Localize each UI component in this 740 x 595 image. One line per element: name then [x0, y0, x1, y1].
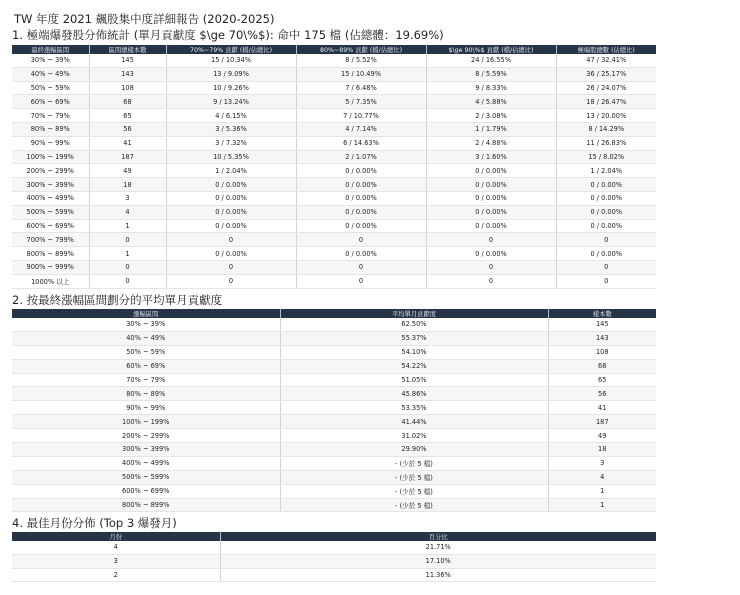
table-cell: 400% ~ 499%: [12, 456, 280, 470]
table-row: [12, 274, 656, 288]
table-cell: 187: [548, 415, 656, 429]
table-cell: 30% ~ 39%: [12, 318, 280, 331]
table-cell: 145: [548, 318, 656, 331]
column-header: 區間總樣本數: [89, 45, 166, 54]
table-cell: 9 / 13.24%: [166, 95, 296, 109]
table-cell: 21.71%: [220, 541, 656, 554]
table-cell: 60% ~ 69%: [12, 95, 89, 109]
table-row: [12, 54, 656, 67]
table-cell: 41.44%: [280, 415, 548, 429]
best-month-distribution-table: [12, 532, 656, 582]
table-cell: 2 / 4.88%: [426, 136, 556, 150]
table-cell: 65: [548, 373, 656, 387]
table-cell: 0: [426, 233, 556, 247]
column-header: 70%~79% 貢獻 (檔/佔總比): [166, 45, 296, 54]
table-row: [12, 178, 656, 192]
table-cell: 0 / 0.00%: [296, 247, 426, 261]
table-cell: 0: [556, 274, 656, 288]
table-cell: 9 / 8.33%: [426, 81, 556, 95]
table-cell: 700% ~ 799%: [12, 233, 89, 247]
table-cell: 0: [296, 274, 426, 288]
table-cell: 53.35%: [280, 401, 548, 415]
column-header: 百分比: [220, 532, 656, 541]
table-cell: 40% ~ 49%: [12, 331, 280, 345]
table-cell: 3 / 1.60%: [426, 150, 556, 164]
table-cell: 0 / 0.00%: [296, 205, 426, 219]
table-cell: 108: [548, 345, 656, 359]
table-cell: 0 / 0.00%: [166, 191, 296, 205]
table-cell: 0: [296, 260, 426, 274]
table-cell: 500% ~ 599%: [12, 470, 280, 484]
table-cell: 4: [548, 470, 656, 484]
table-cell: 800% ~ 899%: [12, 498, 280, 512]
table-cell: 4 / 5.88%: [426, 95, 556, 109]
table-row: [12, 470, 656, 484]
table-cell: 49: [89, 164, 166, 178]
table-row: [12, 554, 656, 568]
table-cell: 300% ~ 399%: [12, 178, 89, 192]
table-cell: 1 / 1.79%: [426, 122, 556, 136]
table-cell: 40% ~ 49%: [12, 67, 89, 81]
table-cell: 0 / 0.00%: [556, 178, 656, 192]
table-cell: 600% ~ 699%: [12, 484, 280, 498]
table-cell: 6 / 14.63%: [296, 136, 426, 150]
table-row: [12, 484, 656, 498]
table-cell: 45.86%: [280, 387, 548, 401]
table-cell: 15 / 10.34%: [166, 54, 296, 67]
table-cell: 8 / 5.52%: [296, 54, 426, 67]
column-header: 極端股總數 (佔總比): [556, 45, 656, 54]
table-cell: 41: [89, 136, 166, 150]
table-cell: 187: [89, 150, 166, 164]
section-1-title: 1. 極端爆發股分佈統計 (單月貢獻度 $\ge 70\%$): 命中 175 檔 (佔總體：19.69%): [12, 28, 444, 42]
table-cell: 4: [12, 541, 220, 554]
table-cell: 145: [89, 54, 166, 67]
column-header: 月份: [12, 532, 220, 541]
table-cell: 0: [556, 260, 656, 274]
table-cell: 600% ~ 699%: [12, 219, 89, 233]
table-cell: 143: [89, 67, 166, 81]
column-header: 最終漲幅區間: [12, 45, 89, 54]
table-cell: 51.05%: [280, 373, 548, 387]
table-cell: 0 / 0.00%: [166, 247, 296, 261]
table-cell: - (少於 5 檔): [280, 470, 548, 484]
table-cell: 80% ~ 89%: [12, 122, 89, 136]
table-cell: 0 / 0.00%: [166, 178, 296, 192]
table-cell: 13 / 20.00%: [556, 109, 656, 123]
table-cell: 1: [548, 484, 656, 498]
table-row: [12, 233, 656, 247]
table-cell: 70% ~ 79%: [12, 109, 89, 123]
table-row: [12, 219, 656, 233]
table-cell: 54.22%: [280, 359, 548, 373]
column-header: $\ge 90\%$ 貢獻 (檔/佔總比): [426, 45, 556, 54]
table-cell: 0: [89, 233, 166, 247]
table-cell: 0 / 0.00%: [556, 247, 656, 261]
table-cell: 0: [166, 274, 296, 288]
column-header: 平均單月貢獻度: [280, 309, 548, 318]
table-cell: 500% ~ 599%: [12, 205, 89, 219]
table-row: [12, 122, 656, 136]
table-cell: 800% ~ 899%: [12, 247, 89, 261]
table-cell: 0 / 0.00%: [296, 219, 426, 233]
table-cell: 55.37%: [280, 331, 548, 345]
table-cell: 0: [89, 274, 166, 288]
table-cell: 2 / 3.08%: [426, 109, 556, 123]
table-row: [12, 443, 656, 457]
table-cell: 29.90%: [280, 443, 548, 457]
table-cell: 3: [12, 554, 220, 568]
table-cell: 68: [548, 359, 656, 373]
table-cell: - (少於 5 檔): [280, 484, 548, 498]
table-cell: 90% ~ 99%: [12, 136, 89, 150]
table-row: [12, 331, 656, 345]
table-cell: 4 / 7.14%: [296, 122, 426, 136]
table-cell: 0 / 0.00%: [426, 164, 556, 178]
table-cell: 0 / 0.00%: [426, 205, 556, 219]
table-cell: 26 / 24.07%: [556, 81, 656, 95]
table-cell: 8 / 5.59%: [426, 67, 556, 81]
table-cell: 8 / 14.29%: [556, 122, 656, 136]
table-cell: 0 / 0.00%: [296, 164, 426, 178]
table-cell: 0 / 0.00%: [556, 191, 656, 205]
table-cell: 0 / 0.00%: [426, 178, 556, 192]
table-cell: 24 / 16.55%: [426, 54, 556, 67]
table-cell: 80% ~ 89%: [12, 387, 280, 401]
table-cell: 0: [166, 260, 296, 274]
table-cell: 54.10%: [280, 345, 548, 359]
table-row: [12, 541, 656, 554]
table-cell: 0 / 0.00%: [426, 191, 556, 205]
table-cell: 49: [548, 429, 656, 443]
table-cell: - (少於 5 檔): [280, 456, 548, 470]
table-row: [12, 150, 656, 164]
table-cell: 0 / 0.00%: [166, 205, 296, 219]
table-row: [12, 429, 656, 443]
table-cell: 2 / 1.07%: [296, 150, 426, 164]
table-cell: 143: [548, 331, 656, 345]
table-cell: 0 / 0.00%: [426, 247, 556, 261]
table-cell: 100% ~ 199%: [12, 415, 280, 429]
table-cell: 56: [89, 122, 166, 136]
table-cell: 200% ~ 299%: [12, 429, 280, 443]
table-cell: 3: [548, 456, 656, 470]
extreme-stock-distribution-table: [12, 45, 656, 289]
table-cell: 200% ~ 299%: [12, 164, 89, 178]
table-cell: 0 / 0.00%: [426, 219, 556, 233]
table-row: [12, 136, 656, 150]
table-cell: 31.02%: [280, 429, 548, 443]
table-row: [12, 95, 656, 109]
table-cell: 1 / 2.04%: [166, 164, 296, 178]
table-row: [12, 568, 656, 582]
table-cell: 1: [548, 498, 656, 512]
table-cell: 4 / 6.15%: [166, 109, 296, 123]
table-cell: 5 / 7.35%: [296, 95, 426, 109]
table-cell: 0: [89, 260, 166, 274]
table-cell: 0 / 0.00%: [296, 178, 426, 192]
average-contribution-table: [12, 309, 656, 512]
table-row: [12, 387, 656, 401]
table-cell: 11.36%: [220, 568, 656, 582]
table-cell: 4: [89, 205, 166, 219]
table-cell: 7 / 6.48%: [296, 81, 426, 95]
section-4-title: 4. 最佳月份分佈 (Top 3 爆發月): [12, 516, 177, 530]
table-cell: 36 / 25.17%: [556, 67, 656, 81]
table-cell: 50% ~ 59%: [12, 81, 89, 95]
table-cell: 108: [89, 81, 166, 95]
table-cell: 18: [89, 178, 166, 192]
table-cell: 10 / 5.35%: [166, 150, 296, 164]
table-cell: 400% ~ 499%: [12, 191, 89, 205]
table-row: [12, 415, 656, 429]
table-cell: - (少於 5 檔): [280, 498, 548, 512]
table-cell: 60% ~ 69%: [12, 359, 280, 373]
table-cell: 1: [89, 247, 166, 261]
table-row: [12, 81, 656, 95]
table-cell: 68: [89, 95, 166, 109]
table-header-row: [12, 45, 656, 54]
table-cell: 2: [12, 568, 220, 582]
table-cell: 13 / 9.09%: [166, 67, 296, 81]
table-row: [12, 247, 656, 261]
table-cell: 47 / 32.41%: [556, 54, 656, 67]
table-cell: 1000% 以上: [12, 274, 89, 288]
column-header: 80%~89% 貢獻 (檔/佔總比): [296, 45, 426, 54]
table-cell: 0 / 0.00%: [296, 191, 426, 205]
table-cell: 1 / 2.04%: [556, 164, 656, 178]
table-row: [12, 109, 656, 123]
table-cell: 15 / 8.02%: [556, 150, 656, 164]
table-cell: 900% ~ 999%: [12, 260, 89, 274]
table-row: [12, 401, 656, 415]
table-cell: 300% ~ 399%: [12, 443, 280, 457]
table-row: [12, 456, 656, 470]
table-cell: 17.10%: [220, 554, 656, 568]
table-cell: 0: [426, 274, 556, 288]
column-header: 樣本數: [548, 309, 656, 318]
table-cell: 11 / 26.83%: [556, 136, 656, 150]
table-cell: 3 / 7.32%: [166, 136, 296, 150]
table-cell: 0 / 0.00%: [166, 219, 296, 233]
table-cell: 3 / 5.36%: [166, 122, 296, 136]
table-row: [12, 191, 656, 205]
table-row: [12, 67, 656, 81]
table-row: [12, 345, 656, 359]
table-cell: 1: [89, 219, 166, 233]
table-cell: 0: [556, 233, 656, 247]
table-cell: 0: [296, 233, 426, 247]
table-cell: 0: [166, 233, 296, 247]
table-cell: 3: [89, 191, 166, 205]
table-cell: 50% ~ 59%: [12, 345, 280, 359]
table-cell: 62.50%: [280, 318, 548, 331]
page-title: TW 年度 2021 飆股集中度詳細報告 (2020-2025): [14, 12, 275, 26]
table-row: [12, 359, 656, 373]
table-cell: 0 / 0.00%: [556, 205, 656, 219]
table-row: [12, 373, 656, 387]
table-cell: 10 / 9.26%: [166, 81, 296, 95]
table-header-row: [12, 309, 656, 318]
table-cell: 90% ~ 99%: [12, 401, 280, 415]
table-cell: 18: [548, 443, 656, 457]
table-cell: 7 / 10.77%: [296, 109, 426, 123]
table-cell: 56: [548, 387, 656, 401]
section-2-title: 2. 按最終漲幅區間劃分的平均單月貢獻度: [12, 293, 223, 307]
table-header-row: [12, 532, 656, 541]
table-cell: 18 / 26.47%: [556, 95, 656, 109]
table-cell: 30% ~ 39%: [12, 54, 89, 67]
table-cell: 65: [89, 109, 166, 123]
table-row: [12, 164, 656, 178]
table-cell: 70% ~ 79%: [12, 373, 280, 387]
table-row: [12, 205, 656, 219]
table-row: [12, 260, 656, 274]
table-row: [12, 498, 656, 512]
column-header: 漲幅區間: [12, 309, 280, 318]
table-cell: 100% ~ 199%: [12, 150, 89, 164]
table-cell: 0 / 0.00%: [556, 219, 656, 233]
table-cell: 41: [548, 401, 656, 415]
table-cell: 0: [426, 260, 556, 274]
table-cell: 15 / 10.49%: [296, 67, 426, 81]
table-row: [12, 318, 656, 331]
